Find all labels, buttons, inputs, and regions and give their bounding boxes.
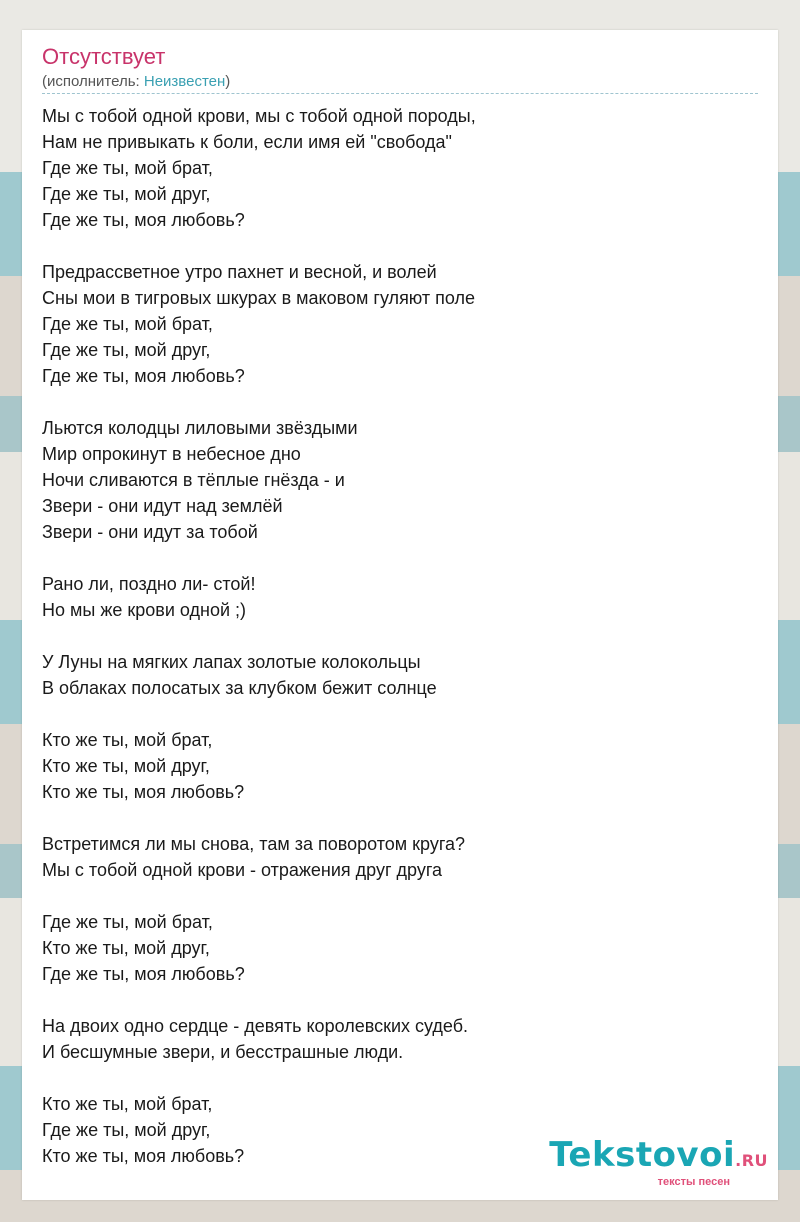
stanza-gap bbox=[42, 805, 758, 831]
stanza-gap bbox=[42, 1065, 758, 1091]
lyric-line: В облаках полосатых за клубком бежит солнце bbox=[42, 678, 437, 698]
song-title: Отсутствует bbox=[42, 44, 166, 69]
lyric-line: Но мы же крови одной ;) bbox=[42, 600, 247, 620]
lyric-line: Где же ты, мой брат, bbox=[42, 314, 213, 334]
lyric-line: Где же ты, моя любовь? bbox=[42, 366, 245, 386]
stanza-gap bbox=[42, 545, 758, 571]
lyric-line: Звери - они идут над землёй bbox=[42, 496, 283, 516]
stanza-gap bbox=[42, 623, 758, 649]
lyric-line: Где же ты, моя любовь? bbox=[42, 964, 245, 984]
lyric-line: Кто же ты, моя любовь? bbox=[42, 782, 245, 802]
logo-tagline: тексты песен bbox=[657, 1176, 730, 1188]
lyric-line: Предрассветное утро пахнет и весной, и волей bbox=[42, 262, 437, 282]
lyric-line: Мы с тобой одной крови, мы с тобой одной породы, bbox=[42, 106, 476, 126]
stanza-gap bbox=[42, 701, 758, 727]
stanza-gap bbox=[42, 883, 758, 909]
stanza-gap bbox=[42, 987, 758, 1013]
lyric-line: Мы с тобой одной крови - отражения друг друга bbox=[42, 860, 443, 880]
lyric-line: У Луны на мягких лапах золотые колокольцы bbox=[42, 652, 421, 672]
lyric-line: Нам не привыкать к боли, если имя ей "свобода" bbox=[42, 132, 452, 152]
site-logo[interactable] bbox=[549, 1135, 768, 1188]
artist-suffix: ) bbox=[225, 73, 231, 90]
lyric-line: Где же ты, моя любовь? bbox=[42, 210, 245, 230]
lyric-line: На двоих одно сердце - девять королевских судеб. bbox=[42, 1016, 469, 1036]
lyric-line: Где же ты, мой брат, bbox=[42, 158, 213, 178]
artist-prefix: (исполнитель: bbox=[42, 73, 144, 90]
stanza-gap bbox=[42, 233, 758, 259]
lyric-line: Где же ты, мой друг, bbox=[42, 340, 211, 360]
lyric-line: Кто же ты, мой друг, bbox=[42, 938, 210, 958]
lyric-line: Сны мои в тигровых шкурах в маковом гуляют поле bbox=[42, 288, 476, 308]
lyric-line: Льются колодцы лиловыми звёздыми bbox=[42, 418, 358, 438]
lyric-line: Ночи сливаются в тёплые гнёзда - и bbox=[42, 470, 345, 490]
lyric-line: Звери - они идут за тобой bbox=[42, 522, 258, 542]
logo-tld: .RU bbox=[735, 1151, 768, 1170]
lyric-line: Кто же ты, мой брат, bbox=[42, 1094, 213, 1114]
lyric-line: И бесшумные звери, и бесстрашные люди. bbox=[42, 1042, 404, 1062]
lyric-line: Кто же ты, моя любовь? bbox=[42, 1146, 245, 1166]
lyric-line: Встретимся ли мы снова, там за поворотом круга? bbox=[42, 834, 466, 854]
lyric-line: Где же ты, мой брат, bbox=[42, 912, 213, 932]
lyric-line: Где же ты, мой друг, bbox=[42, 184, 211, 204]
lyric-line: Где же ты, мой друг, bbox=[42, 1120, 211, 1140]
lyric-line: Мир опрокинут в небесное дно bbox=[42, 444, 301, 464]
lyrics-body bbox=[42, 103, 758, 1169]
logo-main-text: Tekstovoi bbox=[549, 1135, 736, 1175]
divider bbox=[42, 93, 758, 94]
lyric-line: Рано ли, поздно ли- стой! bbox=[42, 574, 256, 594]
lyric-line: Кто же ты, мой брат, bbox=[42, 730, 213, 750]
lyric-line: Кто же ты, мой друг, bbox=[42, 756, 210, 776]
stanza-gap bbox=[42, 389, 758, 415]
lyrics-card bbox=[22, 30, 778, 1200]
artist-link[interactable]: Неизвестен bbox=[143, 73, 226, 90]
artist-line bbox=[42, 73, 230, 90]
